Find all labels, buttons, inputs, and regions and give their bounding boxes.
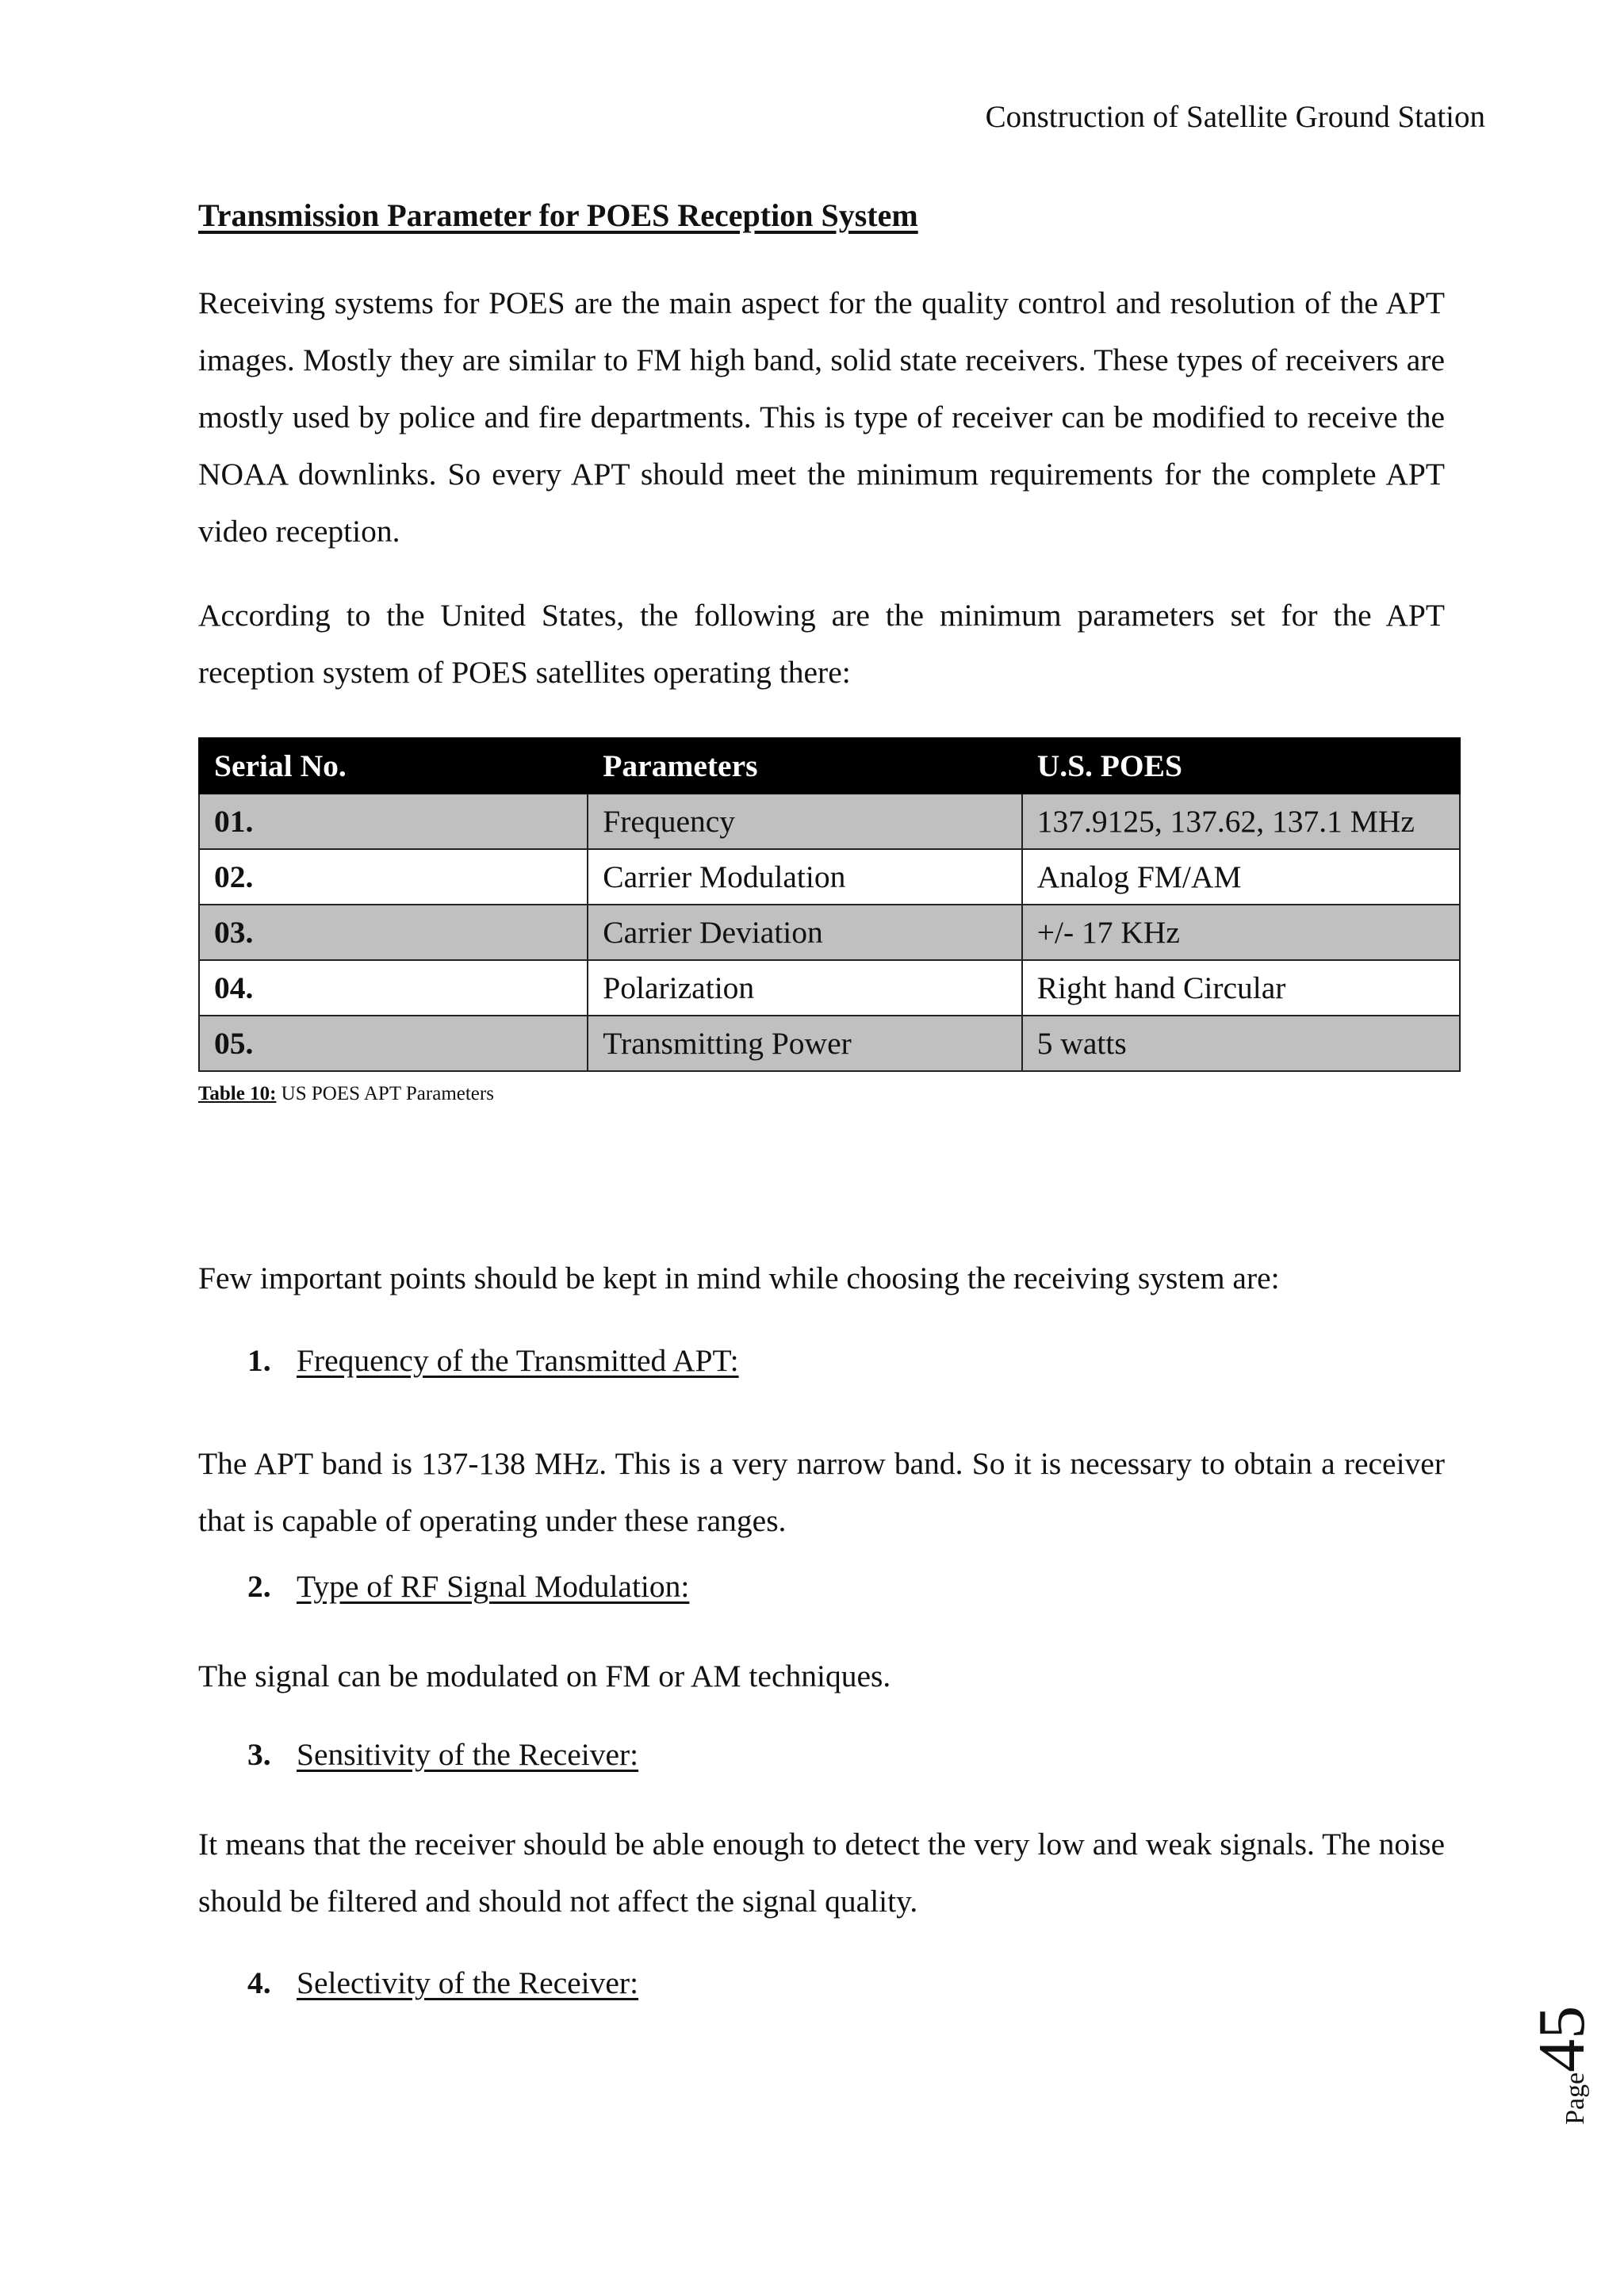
table-caption-text: US POES APT Parameters <box>276 1083 494 1104</box>
parameter-cell: Polarization <box>588 960 1021 1016</box>
table-row <box>199 905 1460 960</box>
parameter-cell: Transmitting Power <box>588 1016 1021 1071</box>
table-row <box>199 960 1460 1016</box>
table-row <box>199 1016 1460 1071</box>
point-selectivity <box>247 1962 638 2003</box>
serial-cell: 01. <box>199 794 588 849</box>
value-cell: 5 watts <box>1022 1016 1460 1071</box>
intro-paragraph: Receiving systems for POES are the main aspect for the quality control and resolution of the APT images. Mostly they are similar to FM high band, solid state receivers. These types of receivers are mostly used by police and fire departments. This is type of receiver can be modified to receive the NOAA downlinks. So every APT should meet the minimum requirements for the complete APT video reception. <box>198 285 1445 549</box>
parameter-cell: Carrier Deviation <box>588 905 1021 960</box>
point-heading: Sensitivity of the Receiver: <box>297 1737 639 1772</box>
table-row <box>199 794 1460 849</box>
value-cell: Right hand Circular <box>1022 960 1460 1016</box>
point-number: 4. <box>247 1965 271 2000</box>
page-number <box>1525 1982 1599 2125</box>
point-sensitivity <box>247 1734 638 1775</box>
table-header-row <box>199 738 1460 794</box>
apt-parameters-table <box>198 737 1461 1072</box>
section-title: Transmission Parameter for POES Reception System <box>198 197 918 233</box>
parameter-cell: Carrier Modulation <box>588 849 1021 905</box>
header-us-poes: U.S. POES <box>1022 738 1460 794</box>
table-row <box>199 849 1460 905</box>
modulation-paragraph: The signal can be modulated on FM or AM techniques. <box>198 1659 891 1693</box>
page-number-digits: 45 <box>1525 2005 1599 2072</box>
point-heading: Type of RF Signal Modulation: <box>297 1569 690 1604</box>
header-serial: Serial No. <box>199 738 588 794</box>
value-cell: +/- 17 KHz <box>1022 905 1460 960</box>
table-caption-label: Table 10: <box>198 1083 277 1104</box>
point-heading: Frequency of the Transmitted APT: <box>297 1343 739 1378</box>
point-frequency <box>247 1340 739 1381</box>
point-heading: Selectivity of the Receiver: <box>297 1965 639 2000</box>
point-number: 2. <box>247 1569 271 1604</box>
value-cell: 137.9125, 137.62, 137.1 MHz <box>1022 794 1460 849</box>
sensitivity-paragraph: It means that the receiver should be able enough to detect the very low and weak signals. The noise should be filtered and should not affect the signal quality. <box>198 1827 1445 1919</box>
page-label: Page <box>1561 2072 1590 2125</box>
point-number: 3. <box>247 1737 271 1772</box>
header-parameters: Parameters <box>588 738 1021 794</box>
serial-cell: 03. <box>199 905 588 960</box>
points-intro-paragraph: Few important points should be kept in mind while choosing the receiving system are: <box>198 1261 1280 1295</box>
serial-cell: 02. <box>199 849 588 905</box>
table-caption <box>198 1083 494 1105</box>
value-cell: Analog FM/AM <box>1022 849 1460 905</box>
parameter-cell: Frequency <box>588 794 1021 849</box>
point-modulation <box>247 1566 689 1607</box>
point-number: 1. <box>247 1343 271 1378</box>
serial-cell: 05. <box>199 1016 588 1071</box>
us-params-paragraph: According to the United States, the following are the minimum parameters set for the APT reception system of POES satellites operating there: <box>198 598 1445 690</box>
frequency-paragraph: The APT band is 137-138 MHz. This is a very narrow band. So it is necessary to obtain a receiver that is capable of operating under these ranges. <box>198 1446 1445 1538</box>
serial-cell: 04. <box>199 960 588 1016</box>
running-header: Construction of Satellite Ground Station <box>985 100 1485 134</box>
